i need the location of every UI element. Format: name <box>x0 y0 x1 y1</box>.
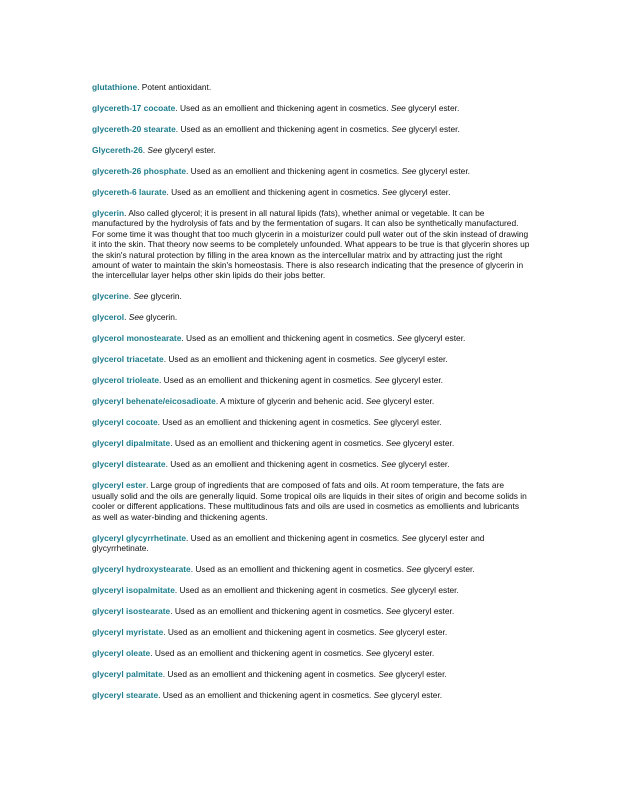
entry-definition: . Used as an emollient and thickening agent in cosmetics. <box>190 564 407 575</box>
entry-definition: . A mixture of glycerin and behenic acid. <box>215 396 366 407</box>
glossary-entry <box>92 166 530 176</box>
entry-term: glycerol monostearate <box>92 333 182 344</box>
entry-definition: . Used as an emollient and thickening agent in cosmetics. <box>175 124 392 134</box>
entry-reference-target: glyceryl ester. <box>162 145 216 155</box>
see-reference: See <box>373 690 389 701</box>
entry-definition: . Large group of ingredients that are composed of fats and oils. At room temperature, the fats are usually solid and the oils are generally liquid. Some tropical oils are liquids in their sites of origin and become solids in cooler or different applications. These multitudinous fats and oils are used in cosmetics as emollients and lubricants as well as water-binding and thickening agents. <box>92 480 527 522</box>
glossary-entry <box>92 291 530 301</box>
glossary-entry <box>92 627 530 637</box>
see-reference: See <box>391 124 407 134</box>
glossary-entry <box>92 690 530 700</box>
glossary-entry <box>92 480 530 522</box>
entry-term: glycerin <box>92 208 125 218</box>
entry-definition: . <box>128 291 134 302</box>
entry-term: glycerine <box>92 291 129 302</box>
see-reference: See <box>379 354 395 365</box>
entry-reference-target: glyceryl ester. <box>393 669 447 680</box>
entry-reference-target: glyceryl ester. <box>416 166 470 176</box>
entry-definition: . Used as an emollient and thickening agent in cosmetics. <box>174 585 391 596</box>
glossary-entry <box>92 103 530 113</box>
entry-term: glyceryl myristate <box>92 627 164 638</box>
entry-term: glyceryl isopalmitate <box>92 585 175 596</box>
see-reference: See <box>396 333 412 344</box>
entry-term: glyceryl oleate <box>92 648 151 659</box>
see-reference: See <box>385 606 401 617</box>
entry-reference-target: glyceryl ester and glycyrrhetinate. <box>92 532 485 554</box>
see-reference: See <box>365 396 381 407</box>
see-reference: See <box>133 291 149 302</box>
entry-reference-target: glyceryl ester. <box>411 333 466 344</box>
entry-term: glyceryl hydroxystearate <box>92 564 191 575</box>
glossary-entry <box>92 438 530 448</box>
entry-term: glycerol trioleate <box>92 375 160 386</box>
see-reference: See <box>128 312 144 323</box>
see-reference: See <box>385 438 401 449</box>
entry-reference-target: glyceryl ester. <box>406 124 460 134</box>
glossary-entry <box>92 417 530 427</box>
entry-definition: . <box>142 145 148 155</box>
glossary-entry <box>92 124 530 134</box>
entry-term: glyceryl distearate <box>92 459 166 470</box>
entry-term: glycereth-17 cocoate <box>92 103 176 113</box>
entry-reference-target: glyceryl ester. <box>405 103 460 113</box>
entry-term: glycerol <box>92 312 125 323</box>
entry-definition: . Used as an emollient and thickening agent in cosmetics. <box>158 690 374 701</box>
entry-definition: . Used as an emollient and thickening agent in cosmetics. <box>186 532 402 543</box>
glossary-entry <box>92 354 530 364</box>
entry-reference-target: glyceryl ester. <box>421 564 475 575</box>
entry-definition: . Used as an emollient and thickening agent in cosmetics. <box>157 417 374 428</box>
glossary-entry <box>92 187 530 197</box>
entry-reference-target: glyceryl ester. <box>388 417 442 428</box>
entry-term: glycereth-6 laurate <box>92 187 167 197</box>
entry-reference-target: glyceryl ester. <box>388 690 443 701</box>
entry-term: glyceryl stearate <box>92 690 159 701</box>
glossary-entry <box>92 375 530 385</box>
entry-term: glycerol triacetate <box>92 354 164 365</box>
entry-definition: . Used as an emollient and thickening agent in cosmetics. <box>186 166 402 176</box>
glossary-entry <box>92 459 530 469</box>
glossary-entry <box>92 396 530 406</box>
glossary-entry <box>92 208 530 281</box>
glossary-entry <box>92 333 530 343</box>
see-reference: See <box>373 417 389 428</box>
see-reference: See <box>374 375 390 386</box>
entry-reference-target: glycerin. <box>148 291 182 302</box>
glossary-entry <box>92 564 530 574</box>
entry-term: glyceryl behenate/eicosadioate <box>92 396 216 407</box>
entry-definition: . Used as an emollient and thickening agent in cosmetics. <box>170 438 386 449</box>
entry-definition: . Used as an emollient and thickening agent in cosmetics. <box>150 648 366 659</box>
entry-reference-target: glyceryl ester. <box>400 438 455 449</box>
glossary-entry <box>92 82 530 92</box>
glossary-page <box>92 82 530 711</box>
see-reference: See <box>406 564 422 575</box>
entry-reference-target: glyceryl ester. <box>389 375 444 386</box>
glossary-entry <box>92 585 530 595</box>
entry-term: glyceryl glycyrrhetinate <box>92 532 187 543</box>
see-reference: See <box>378 627 394 638</box>
glossary-entry <box>92 648 530 658</box>
entry-reference-target: glyceryl ester. <box>394 354 448 365</box>
glossary-entry <box>92 606 530 616</box>
see-reference: See <box>381 459 397 470</box>
entry-definition: . Used as an emollient and thickening agent in cosmetics. <box>170 606 386 617</box>
entry-term: glyceryl palmitate <box>92 669 163 680</box>
entry-term: glyceryl dipalmitate <box>92 438 171 449</box>
glossary-entry <box>92 312 530 322</box>
entry-term: Glycereth-26 <box>92 145 143 155</box>
entry-definition: . Used as an emollient and thickening agent in cosmetics. <box>166 187 383 197</box>
entry-definition: . Used as an emollient and thickening agent in cosmetics. <box>181 333 397 344</box>
entry-reference-target: glyceryl ester. <box>396 459 450 470</box>
entry-definition: . Used as an emollient and thickening agent in cosmetics. <box>163 627 379 638</box>
entry-reference-target: glyceryl ester. <box>380 396 435 407</box>
glossary-entry <box>92 669 530 679</box>
entry-definition: . Potent antioxidant. <box>137 82 212 92</box>
see-reference: See <box>365 648 381 659</box>
entry-term: glyceryl cocoate <box>92 417 158 428</box>
entry-term: glutathione <box>92 82 138 92</box>
entry-reference-target: glyceryl ester. <box>405 585 459 596</box>
entry-reference-target: glyceryl ester. <box>400 606 455 617</box>
glossary-entry <box>92 145 530 155</box>
see-reference: See <box>401 532 417 543</box>
entry-reference-target: glyceryl ester. <box>396 187 451 197</box>
see-reference: See <box>390 585 406 596</box>
entry-reference-target: glyceryl ester. <box>380 648 435 659</box>
entry-definition: . Used as an emollient and thickening agent in cosmetics. <box>165 459 382 470</box>
glossary-entry <box>92 533 530 554</box>
entry-definition: . <box>124 312 129 323</box>
entry-term: glyceryl ester <box>92 480 147 491</box>
entry-definition: . Used as an emollient and thickening agent in cosmetics. <box>163 354 380 365</box>
see-reference: See <box>147 145 163 155</box>
see-reference: See <box>401 166 417 176</box>
entry-reference-target: glycerin. <box>143 312 178 323</box>
entry-term: glyceryl isostearate <box>92 606 171 617</box>
see-reference: See <box>382 187 397 197</box>
see-reference: See <box>390 103 406 113</box>
entry-definition: . Also called glycerol; it is present in all natural lipids (fats), whether animal or vegetable. It can be manufactured by the hydrolysis of fats and by the fermentation of sugars. It can also be synthetically manufactured. For some time it was thought that too much glycerin in a moisturizer could pull water out of the skin instead of drawing it into the skin. That theory now seems to be completely unfounded. What appears to be true is that glycerin shores up the skin's natural protection by filling in the area known as the intercellular matrix and by attracting just the right amount of water to maintain the skin's homeostasis. There is also research indicating that the presence of glycerin in the intercellular layer helps other skin lipids do their jobs better. <box>92 208 530 281</box>
entry-term: glycereth-20 stearate <box>92 124 176 134</box>
see-reference: See <box>378 669 394 680</box>
entry-definition: . Used as an emollient and thickening agent in cosmetics. <box>159 375 375 386</box>
entry-term: glycereth-26 phosphate <box>92 166 187 176</box>
entry-definition: . Used as an emollient and thickening agent in cosmetics. <box>162 669 379 680</box>
entry-reference-target: glyceryl ester. <box>393 627 448 638</box>
entry-definition: . Used as an emollient and thickening agent in cosmetics. <box>175 103 391 113</box>
